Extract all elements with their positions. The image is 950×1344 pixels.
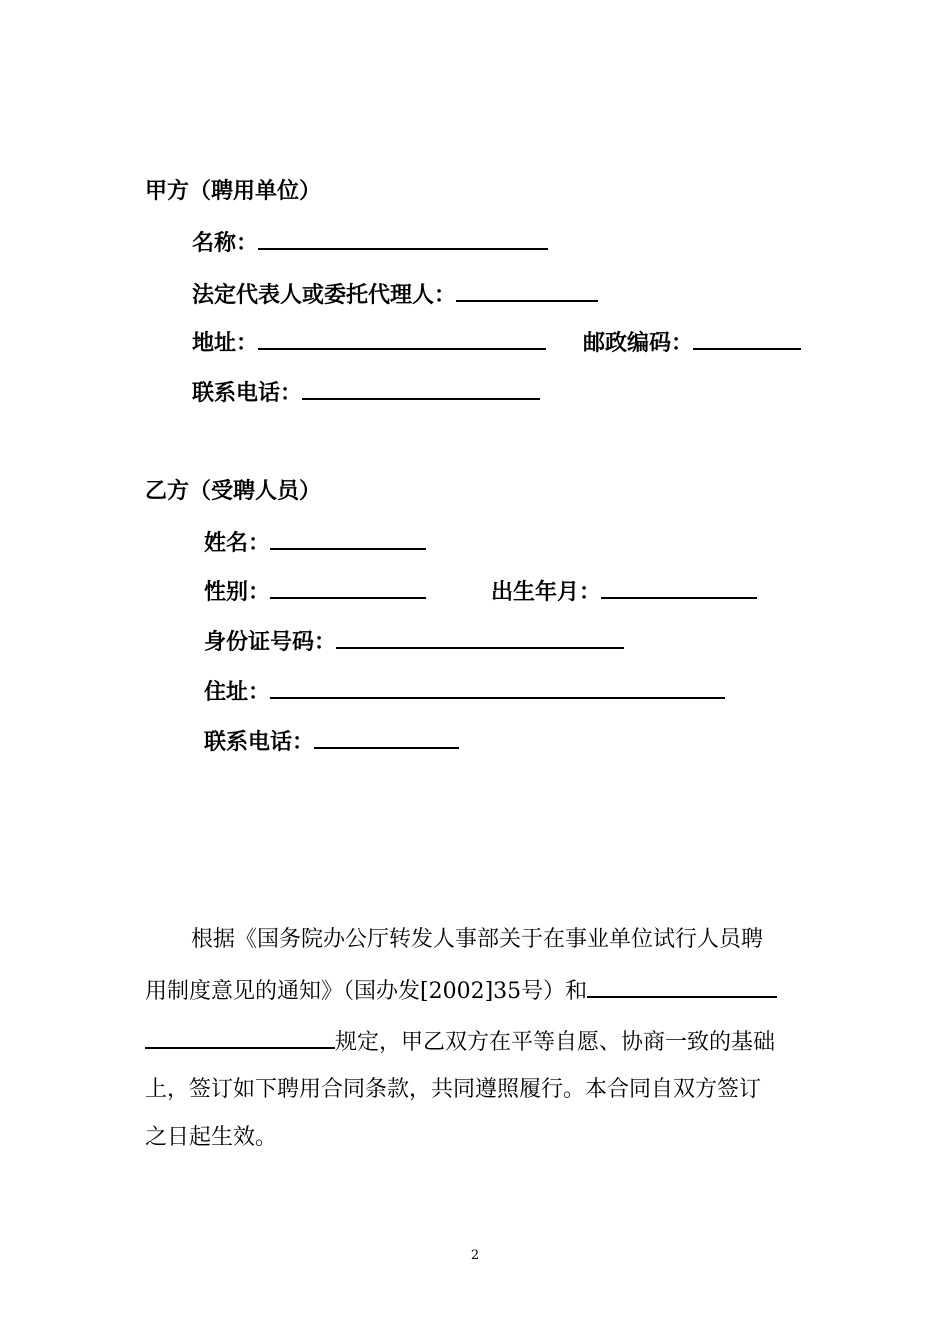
party-a-postcode-blank[interactable] xyxy=(693,328,801,350)
party-a-address-label: 地址： xyxy=(192,331,259,356)
body-line-1: 根据《国务院办公厅转发人事部关于在事业单位试行人员聘 xyxy=(191,927,764,952)
body-line-3 xyxy=(145,1025,807,1057)
body-line-3-text: 规定，甲乙双方在平等自愿、协商一致的基础 xyxy=(335,1030,776,1055)
party-b-heading: 乙方（受聘人员） xyxy=(145,479,322,504)
party-a-heading: 甲方（聘用单位） xyxy=(145,179,322,204)
party-b-address-blank[interactable] xyxy=(270,677,725,699)
party-b-birth-blank[interactable] xyxy=(601,577,757,599)
party-b-address-label: 住址： xyxy=(204,680,271,705)
party-b-gender-label: 性别： xyxy=(204,580,271,605)
party-b-address-field[interactable] xyxy=(204,677,725,707)
party-b-name-blank[interactable] xyxy=(270,528,426,550)
party-b-id-label: 身份证号码： xyxy=(204,630,337,655)
party-a-legal-rep-label: 法定代表人或委托代理人： xyxy=(192,283,457,308)
party-a-name-label: 名称： xyxy=(192,231,259,256)
party-b-phone-blank[interactable] xyxy=(314,727,459,749)
party-b-birth-field[interactable] xyxy=(491,577,757,607)
party-b-id-field[interactable] xyxy=(204,627,624,657)
body-line-4: 上，签订如下聘用合同条款，共同遵照履行。本合同自双方签订 xyxy=(145,1077,762,1102)
party-a-address-blank[interactable] xyxy=(258,328,546,350)
regulation-blank-2[interactable] xyxy=(145,1025,335,1049)
party-b-gender-blank[interactable] xyxy=(270,577,426,599)
party-b-birth-label: 出生年月： xyxy=(491,580,602,605)
party-a-phone-label: 联系电话： xyxy=(192,381,303,406)
party-a-postcode-field[interactable] xyxy=(583,328,801,358)
party-a-name-field[interactable] xyxy=(192,228,548,258)
party-b-phone-field[interactable] xyxy=(204,727,459,757)
party-b-name-label: 姓名： xyxy=(204,531,271,556)
page-number: 2 xyxy=(470,1248,480,1263)
body-line-2 xyxy=(145,974,807,1006)
party-a-postcode-label: 邮政编码： xyxy=(583,331,694,356)
regulation-blank-1[interactable] xyxy=(587,974,777,998)
body-line-2-text: 用制度意见的通知》（国办发[2002]35号）和 xyxy=(145,979,588,1004)
party-b-name-field[interactable] xyxy=(204,528,426,558)
body-line-5: 之日起生效。 xyxy=(145,1125,278,1150)
party-b-id-blank[interactable] xyxy=(336,627,624,649)
party-b-phone-label: 联系电话： xyxy=(204,730,315,755)
party-b-gender-field[interactable] xyxy=(204,577,426,607)
party-a-legal-rep-field[interactable] xyxy=(192,280,598,310)
party-a-phone-blank[interactable] xyxy=(302,378,540,400)
party-a-legal-rep-blank[interactable] xyxy=(456,280,598,302)
party-a-address-field[interactable] xyxy=(192,328,546,358)
party-a-phone-field[interactable] xyxy=(192,378,540,408)
party-a-name-blank[interactable] xyxy=(258,228,548,250)
